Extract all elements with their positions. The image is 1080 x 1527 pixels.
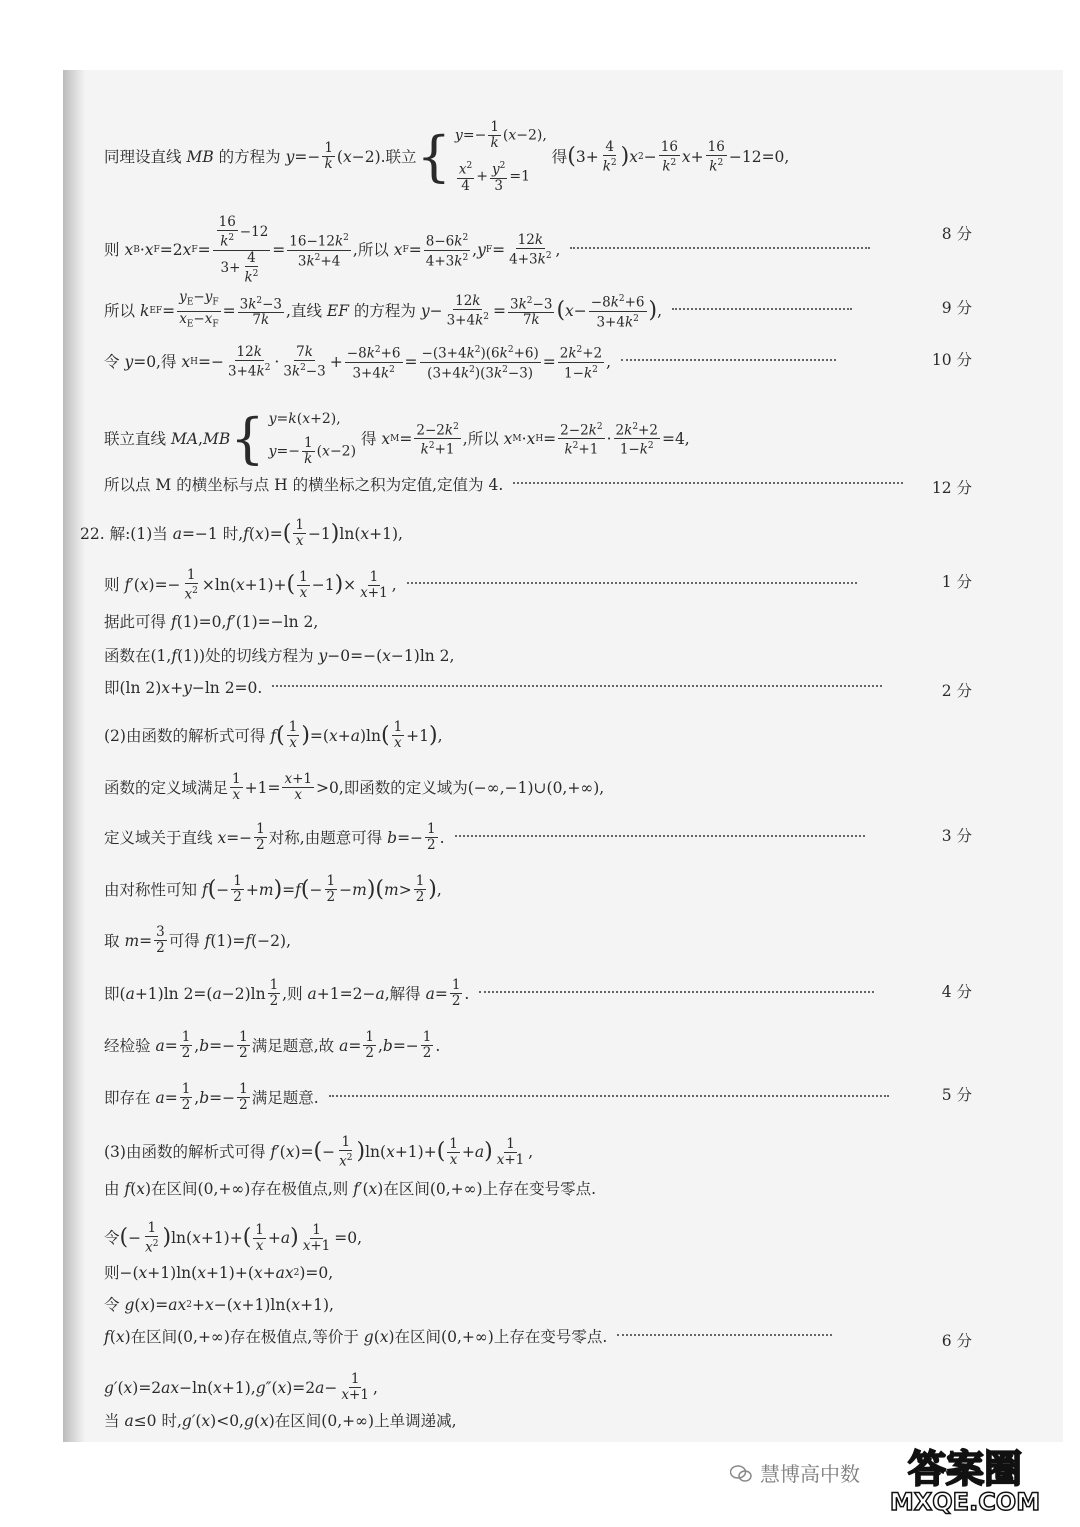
score-11: 2 分 [941,682,972,700]
score-14: 3 分 [941,827,972,845]
line-17: 即( a +1)ln 2=( a −2)ln 1 2 ,则 a +1=2− a ,解得 a = 1 2 . [104,978,882,1009]
line-3: 所以 k EF = $y_E-y_F$ $x_E-x_F$ = $3k^2-3$ 7k ,直线 EF 的方程为 y − 12k $3+4k^2$ = $3k^2-3$ 7k ( x − $-8k^2+6$ $3+4k^2$ ) , [104,290,860,332]
line-5: 联立直线 MA , MB { y=k(x+2), y=− $\frac{1}{k}$ (x−2) 得 x M = $2-2k^2$ $k^2+1$ ,所以 x M · x H = $2-2k^2$ $k^2+1$ · $2k^2+2$ $1-k^2$ =4, [104,406,690,470]
line-21: 由 f ( x )在区间(0,+∞)存在极值点,则 f′ ( x )在区间(0,+∞)上存在变号零点. [104,1180,597,1198]
line-25: f ( x )在区间(0,+∞)存在极值点,等价于 g ( x )在区间(0,+∞)上存在变号零点. [104,1328,840,1346]
line-16: 取 m = 3 2 可得 f (1)= f (−2), [104,924,291,956]
line-14: 定义域关于直线 x =− 1 2 对称,由题意可得 b =− 1 2 . [104,822,873,853]
watermark-bottom: MXQE.COM [889,1488,1041,1516]
line-8: 则 f′ ( x )=− 1 $x^2$ ×ln( x +1)+ ( 1 x −1 ) × 1 x+1 , [104,568,865,603]
line-13: 函数的定义域满足 1 x +1= x+1 x >0,即函数的定义域为(−∞,−1)∪(0,+∞), [104,771,605,803]
score-2: 8 分 [941,225,972,243]
line-9: 据此可得 f (1)=0, f′ (1)=−ln 2, [104,613,319,631]
line-4: 令 y =0,得 x H =− 12k $3+4k^2$ · 7k $3k^2-3$ + $-8k^2+6$ $3+4k^2$ = $-(3+4k^2)(6k^2+6)$ $(3+4k^2)(3k^2-3)$ = $2k^2+2$ $1-k^2$ , [104,343,844,381]
line-6 [104,476,911,494]
score-25: 6 分 [941,1332,972,1350]
watermark-logo [870,1449,1060,1519]
wechat-name: 慧博高中数 [760,1462,860,1486]
score-4: 10 分 [931,351,972,369]
line-7: 22. 解:(1)当 a =−1 时, f ( x )= ( 1 x −1 ) ln( x +1), [80,517,403,549]
line-26: g′ ( x )=2 ax −ln( x +1), g″ ( x )=2 a − 1 x+1 , [104,1371,378,1403]
line-22: 令 ( − 1 $x^2$ ) ln( x +1)+ ( 1 x + a ) 1 x+1 =0, [104,1220,363,1256]
line-10: 函数在(1, f (1))处的切线方程为 y −0=−( x −1)ln 2, [104,647,455,665]
score-17: 4 分 [941,983,972,1001]
line-20: (3)由函数的解析式可得 f′ ( x )= ( − 1 $x^2$ ) ln( x +1)+ ( 1 x + a ) 1 x+1 , [104,1134,534,1170]
page-shadow [63,70,85,1442]
wechat-icon [730,1464,752,1482]
score-19: 5 分 [941,1086,972,1104]
line-15: 由对称性可知 f ( − 1 2 + m ) = f ( − 1 2 − m ) ( m > 1 2 ) , [104,873,442,905]
score-3: 9 分 [941,299,972,317]
watermark-top: 答案圈 [907,1447,1022,1491]
score-6: 12 分 [931,479,972,497]
line-6-text: 所以点 M 的横坐标与点 H 的横坐标之积为定值,定值为 4. [104,476,504,494]
line-19: 即存在 a = 1 2 , b =− 1 2 满足题意. [104,1082,897,1113]
line-27: 当 a ≤0 时, g′ ( x )<0, g ( x )在区间(0,+∞)上单调递减, [104,1412,457,1430]
line-23: 则−( x +1)ln( x +1)+( x + ax 2 )=0, [104,1264,334,1282]
line-24: 令 g ( x )= ax 2 + x −( x +1)ln( x +1), [104,1296,334,1314]
line-2: 则 x B · x F =2 x F = $\frac{16}{k^2}$ −12 3+ $\frac{4}{k^2}$ = $16-12k^2$ $3k^2+4$ ,所以 x F = $8-6k^2$ $4+3k^2$ , y F = 12k $4+3k^2$ , [104,215,878,285]
line-1: 同理设直线 MB 的方程为 y =− 1 k ( x −2).联立 { y=− $\frac{1}{k}$ (x−2), $\frac{x^2}{4}$ + $\frac{y^2}{3}$ =1 得 ( 3+ 4 $k^2$ ) x 2 − 16 $k^2$ x + 16 $k^2$ −12=0, [104,119,790,194]
score-8: 1 分 [941,573,972,591]
line-12: (2)由函数的解析式可得 f ( 1 x ) =( x + a )ln ( 1 x +1 ) , [104,719,443,751]
wechat-source [730,1458,860,1487]
line-18: 经检验 a = 1 2 , b =− 1 2 满足题意,故 a = 1 2 , b =− 1 2 . [104,1029,441,1061]
line-11: 即(ln 2) x + y −ln 2=0. [104,679,890,697]
